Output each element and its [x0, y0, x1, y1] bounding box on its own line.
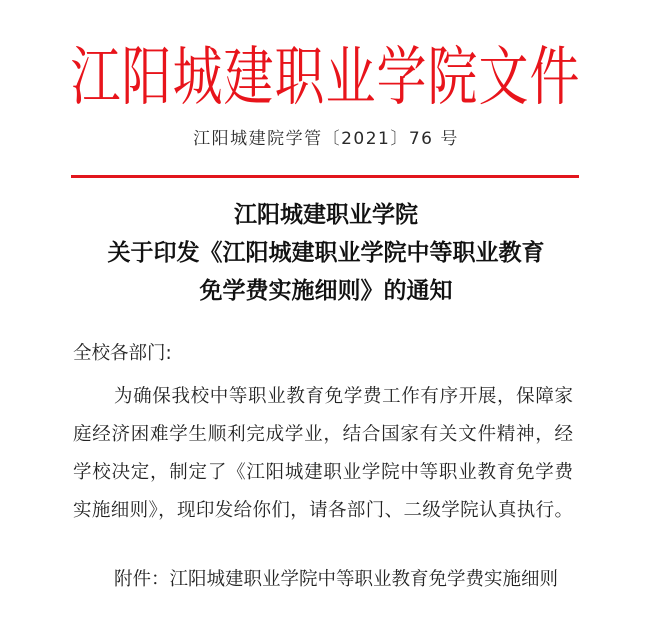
title-char: 阳: [121, 39, 172, 115]
notice-title-line: 江阳城建职业学院: [234, 201, 418, 228]
salutation: 全校各部门:: [73, 343, 172, 364]
body-line: 实施细则》，现印发给你们，请各部门、二级学院认真执行。: [73, 500, 573, 521]
body-line: 为确保我校中等职业教育免学费工作有序开展，保障家: [114, 386, 573, 407]
title-char: 文: [478, 39, 529, 115]
document-header-title: [70, 38, 580, 116]
attachment-line: 附件：江阳城建职业学院中等职业教育免学费实施细则: [114, 569, 559, 590]
notice-title-line: 关于印发《江阳城建职业学院中等职业教育: [107, 239, 545, 266]
red-divider-rule: [71, 175, 579, 178]
title-char: 职: [274, 39, 325, 115]
body-line: 学校决定，制定了《江阳城建职业学院中等职业教育免学费: [73, 462, 573, 483]
title-char: 业: [325, 39, 376, 115]
notice-title-line: 免学费实施细则》的通知: [199, 277, 453, 304]
title-char: 建: [223, 39, 274, 115]
title-char: 城: [172, 39, 223, 115]
title-char: 江: [70, 39, 121, 115]
notice-title: [0, 196, 652, 310]
title-char: 件: [529, 39, 580, 115]
title-char: 院: [427, 39, 478, 115]
document-number: 江阳城建院学管〔2021〕76 号: [193, 129, 459, 149]
title-char: 学: [376, 39, 427, 115]
body-paragraph: [73, 378, 573, 530]
body-line: 庭经济困难学生顺利完成学业，结合国家有关文件精神，经: [73, 424, 573, 445]
